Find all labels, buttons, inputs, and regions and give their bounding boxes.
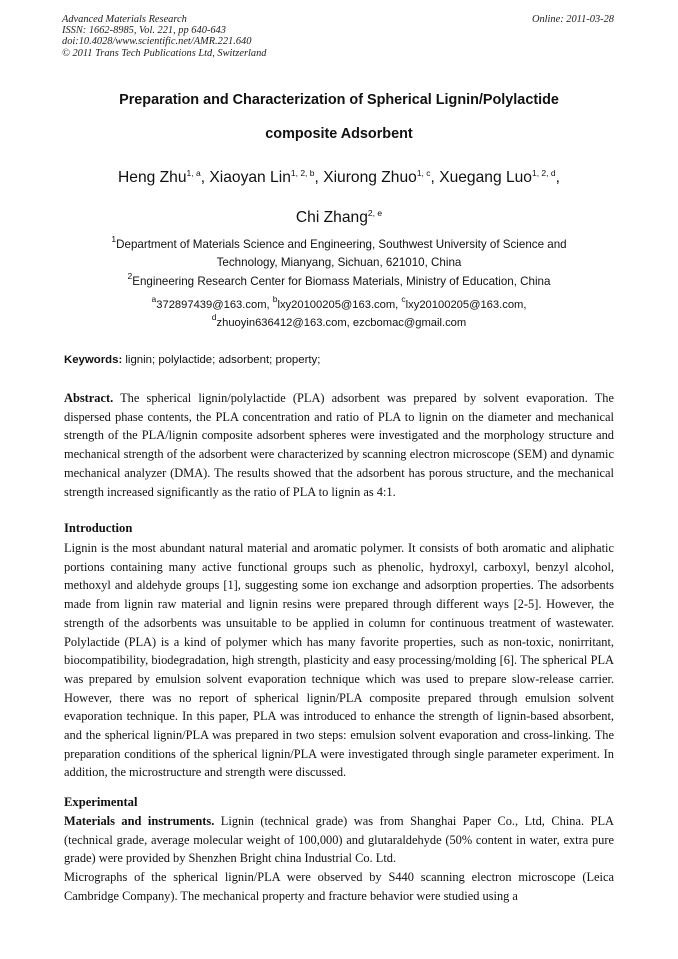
author-affil-sup: 2, e bbox=[367, 208, 383, 218]
email-a: 372897439@163.com, bbox=[156, 299, 273, 311]
abstract-text: The spherical lignin/polylactide (PLA) adsorbent was prepared by solvent evaporation. The dispersed phase contents, the PLA concentration and ratio of PLA to lignin on the diameter and mechanical strength of the PLA/lignin composite adsorbent spheres were investigated and the morphology structure and mechanical strength of the adsorbent were characterized by scanning electron microscope (SEM) and dynamic mechanical analyzer (DMA). The results showed that the adsorbent has porous structure, and the mechanical strength increased significantly as the ratio of PLA to lignin as 4:1. bbox=[64, 391, 614, 499]
materials-text: Lignin (technical grade) was from Shanghai Paper Co., Ltd, China. PLA (technical grade, average molecular weight of 100,000) and glutaraldehyde (50% content in water, extra pure grade) were provided by Shenzhen Bright china Industrial Co. Ltd. bbox=[64, 814, 614, 866]
email-line-1 bbox=[64, 296, 614, 314]
introduction-body bbox=[64, 539, 614, 782]
email-sup: a bbox=[151, 294, 157, 304]
author-name: Heng Zhu bbox=[118, 169, 187, 186]
abstract bbox=[64, 389, 614, 501]
keywords-label: Keywords: bbox=[64, 354, 123, 366]
email-d: zhuoyin636412@163.com, ezcbomac@gmail.com bbox=[216, 317, 467, 329]
issn-line: ISSN: 1662-8985, Vol. 221, pp 640-643 bbox=[62, 25, 226, 37]
copyright-line: © 2011 Trans Tech Publications Ltd, Switzerland bbox=[62, 47, 267, 59]
abstract-label: Abstract. bbox=[64, 391, 114, 405]
email-b: lxy20100205@163.com, bbox=[277, 299, 402, 311]
experimental-heading: Experimental bbox=[64, 795, 138, 809]
paper-title-line-1: Preparation and Characterization of Spherical Lignin/Polylactide bbox=[119, 92, 559, 108]
paper-title-line-2: composite Adsorbent bbox=[265, 126, 413, 142]
affiliation-sup: 1 bbox=[111, 234, 117, 244]
author-affil-sup: 1, 2, d bbox=[531, 168, 556, 178]
author-separator: , bbox=[555, 169, 560, 186]
author-list-line-2 bbox=[64, 209, 614, 227]
keywords-text: lignin; polylactide; adsorbent; property; bbox=[122, 354, 321, 366]
author-affil-sup: 1, 2, b bbox=[290, 168, 315, 178]
doi-line: doi:10.4028/www.scientific.net/AMR.221.640 bbox=[62, 36, 252, 48]
affiliation-1-line-1: Department of Materials Science and Engineering, Southwest University of Science and bbox=[116, 238, 567, 251]
materials-label: Materials and instruments. bbox=[64, 814, 215, 828]
journal-header bbox=[62, 14, 266, 59]
author-list-line-1 bbox=[64, 169, 614, 187]
author-name: Xuegang Luo bbox=[439, 169, 532, 186]
affiliation-2 bbox=[64, 273, 614, 291]
affiliation-1-line-2: Technology, Mianyang, Sichuan, 621010, China bbox=[216, 256, 462, 269]
email-line-2 bbox=[64, 314, 614, 332]
email-sup: b bbox=[272, 294, 278, 304]
email-c: lxy20100205@163.com, bbox=[405, 299, 527, 311]
author-name: Chi Zhang bbox=[295, 209, 368, 226]
introduction-heading: Introduction bbox=[64, 521, 133, 535]
author-affil-sup: 1, a bbox=[186, 168, 201, 178]
email-sup: c bbox=[401, 294, 406, 304]
author-name: Xiaoyan Lin bbox=[209, 169, 291, 186]
author-name: Xiurong Zhuo bbox=[323, 169, 417, 186]
experimental-body bbox=[64, 812, 614, 906]
online-date: Online: 2011-03-28 bbox=[531, 14, 614, 25]
introduction-paragraph: Lignin is the most abundant natural material and aromatic polymer. It consists of both aromatic and aliphatic portions containing many active functional groups such as phenolic, hydroxyl, carboxyl, benzyl alcohol, methoxyl and aldehyde groups [1], suggesting some ion exchange and adsorption properties. The adsorbents made from lignin raw material and lignin resins were prepared through different ways [2-5]. However, the strength of the adsorbents was unsuitable to be applied in column for continuous treatment of wastewater. Polylactide (PLA) is a kind of polymer which has many favorite properties, such as non-toxic, nonirritant, biocompatibility, biodegradation, high strength, plasticity and easy processing/molding [6]. The spherical PLA was prepared by emulsion solvent evaporation technique which was used to prepare slow-release carrier. However, there was no report of spherical lignin/PLA composite prepared through emulsion solvent evaporation technique. In this paper, PLA was introduced to enhance the strength of lignin-based absorbent, and the spherical lignin/PLA was prepared in two steps: emulsion solvent evaporation and cross-linking. The preparation conditions of the spherical lignin/PLA were investigated through single parameter experiment. In addition, the microstructure and strength were discussed. bbox=[64, 541, 614, 780]
author-separator: , bbox=[200, 169, 210, 186]
affiliation-2-text: Engineering Research Center for Biomass Materials, Ministry of Education, China bbox=[132, 275, 551, 288]
micrographs-text: Micrographs of the spherical lignin/PLA were observed by S440 scanning electron microscope (Leica Cambridge Company). The mechanical property and fracture behavior were studied using a bbox=[64, 870, 614, 903]
affiliation-1 bbox=[64, 236, 614, 272]
email-sup: d bbox=[211, 312, 217, 322]
keywords bbox=[64, 354, 320, 366]
affiliation-sup: 2 bbox=[127, 271, 133, 281]
journal-name: Advanced Materials Research bbox=[62, 14, 187, 25]
author-affil-sup: 1, c bbox=[416, 168, 431, 178]
author-separator: , bbox=[430, 169, 440, 186]
author-separator: , bbox=[314, 169, 324, 186]
